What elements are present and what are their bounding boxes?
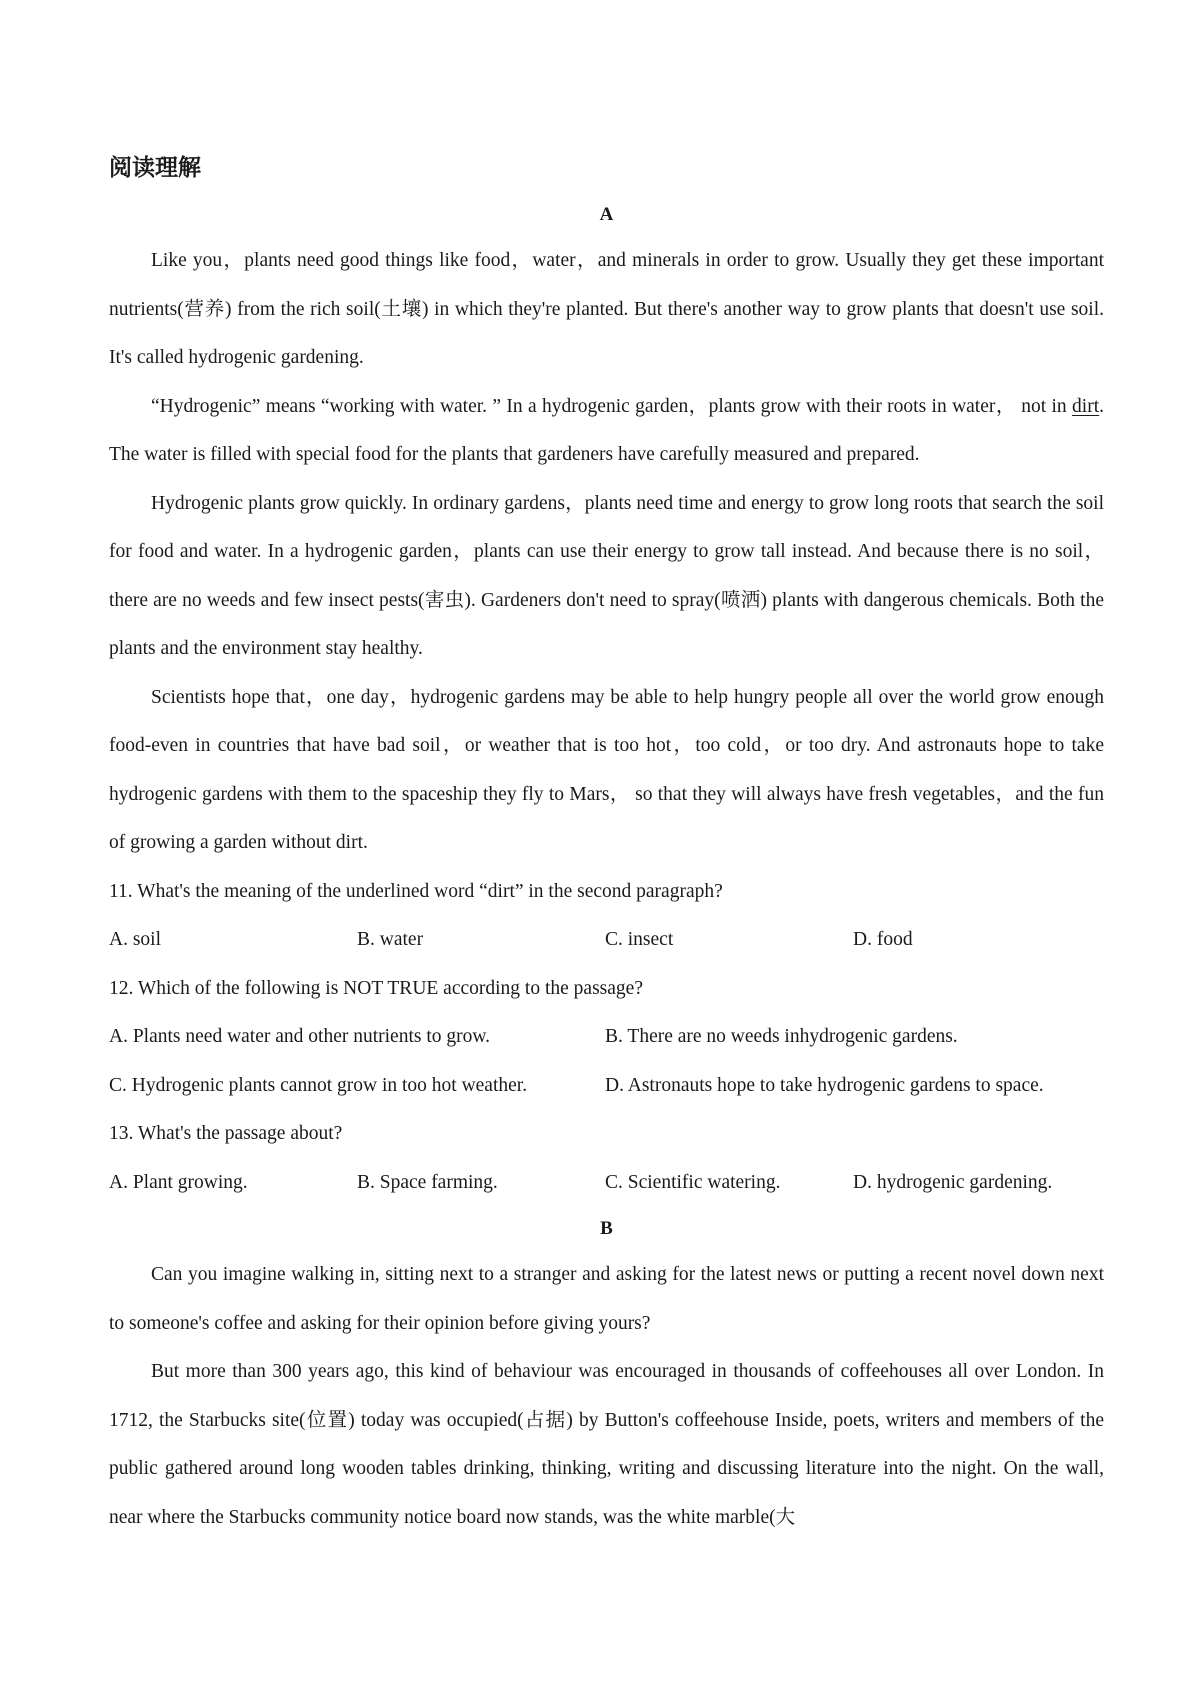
option-d: D. hydrogenic gardening. [853,1171,1053,1193]
question-12 [109,965,1104,1111]
option-d: D. Astronauts hope to take hydrogenic gardens to space. [605,1074,1044,1096]
option-b: B. Space farming. [357,1171,498,1193]
option-b: B. There are no weeds inhydrogenic gardens. [605,1026,958,1047]
question-options-row-2 [109,1062,1104,1111]
option-c: C. Hydrogenic plants cannot grow in too hot weather. [109,1074,528,1096]
option-d: D. food [853,929,913,950]
section-title: 阅读理解 [109,155,201,181]
option-a: A. Plant growing. [109,1171,248,1193]
paragraph-2-text-before: “Hydrogenic” means “working with water. ” In a hydrogenic garden，plants grow with their roots in water， not in [151,395,1073,417]
question-stem: 13. What's the passage about? [109,1123,343,1144]
passage-a-paragraph-4: Scientists hope that，one day，hydrogenic gardens may be able to help hungry people all over the world grow enough food-even in countries that have bad soil，or weather that is too hot，too cold，or too dry. And astronauts hope to take hydrogenic gardens with them to the spaceship they fly to Mars， so that they will always have fresh vegetables，and the fun of growing a garden without dirt. [109,686,1104,853]
question-options [109,916,1104,965]
passage-a-heading: A [599,204,614,225]
passage-a-paragraph-1: Like you，plants need good things like food，water，and minerals in order to grow. Usually they get these important nutrients(营养) from the rich soil(土壤) in which they're planted. But there's another way to grow plants that doesn't use soil. It's called hydrogenic gardening. [109,250,1104,368]
passage-b-paragraph-1: Can you imagine walking in, sitting next to a stranger and asking for the latest news or putting a recent novel down next to someone's coffee and asking for their opinion before giving yours? [109,1264,1104,1334]
option-b: B. water [357,929,424,950]
passage-a [109,237,1104,868]
question-13 [109,1110,1104,1207]
underlined-word-dirt: dirt [1072,395,1100,417]
paragraph-2-text-after: . The water is filled with special food for the plants that gardeners have carefully measured and prepared. [109,395,1104,465]
passage-b [109,1251,1104,1542]
document-page [109,148,1104,1542]
option-a: A. Plants need water and other nutrients to grow. [109,1026,491,1047]
passage-a-paragraph-3: Hydrogenic plants grow quickly. In ordinary gardens，plants need time and energy to grow long roots that search the soil for food and water. In a hydrogenic garden，plants can use their energy to grow tall instead. And because there is no soil， there are no weeds and few insect pests(害虫). Gardeners don't need to spray(喷洒) plants with dangerous chemicals. Both the plants and the environment stay healthy. [109,492,1104,659]
question-stem: 12. Which of the following is NOT TRUE according to the passage? [109,977,643,999]
passage-a-paragraph-2 [109,383,1104,480]
question-11 [109,868,1104,965]
question-options [109,1159,1104,1208]
question-options-row-1 [109,1013,1104,1062]
passage-b-paragraph-2: But more than 300 years ago, this kind of behaviour was encouraged in thousands of coffeehouses all over London. In 1712, the Starbucks site(位置) today was occupied(占据) by Button's coffeehouse Inside, poets, writers and members of the public gathered around long wooden tables drinking, thinking, writing and discussing literature into the night. On the wall, near where the Starbucks community notice board now stands, was the white marble(大 [109,1361,1104,1528]
option-c: C. Scientific watering. [605,1171,781,1193]
option-c: C. insect [605,929,674,950]
option-a: A. soil [109,929,162,950]
passage-b-heading: B [600,1218,613,1239]
question-stem: 11. What's the meaning of the underlined word “dirt” in the second paragraph? [109,880,723,902]
